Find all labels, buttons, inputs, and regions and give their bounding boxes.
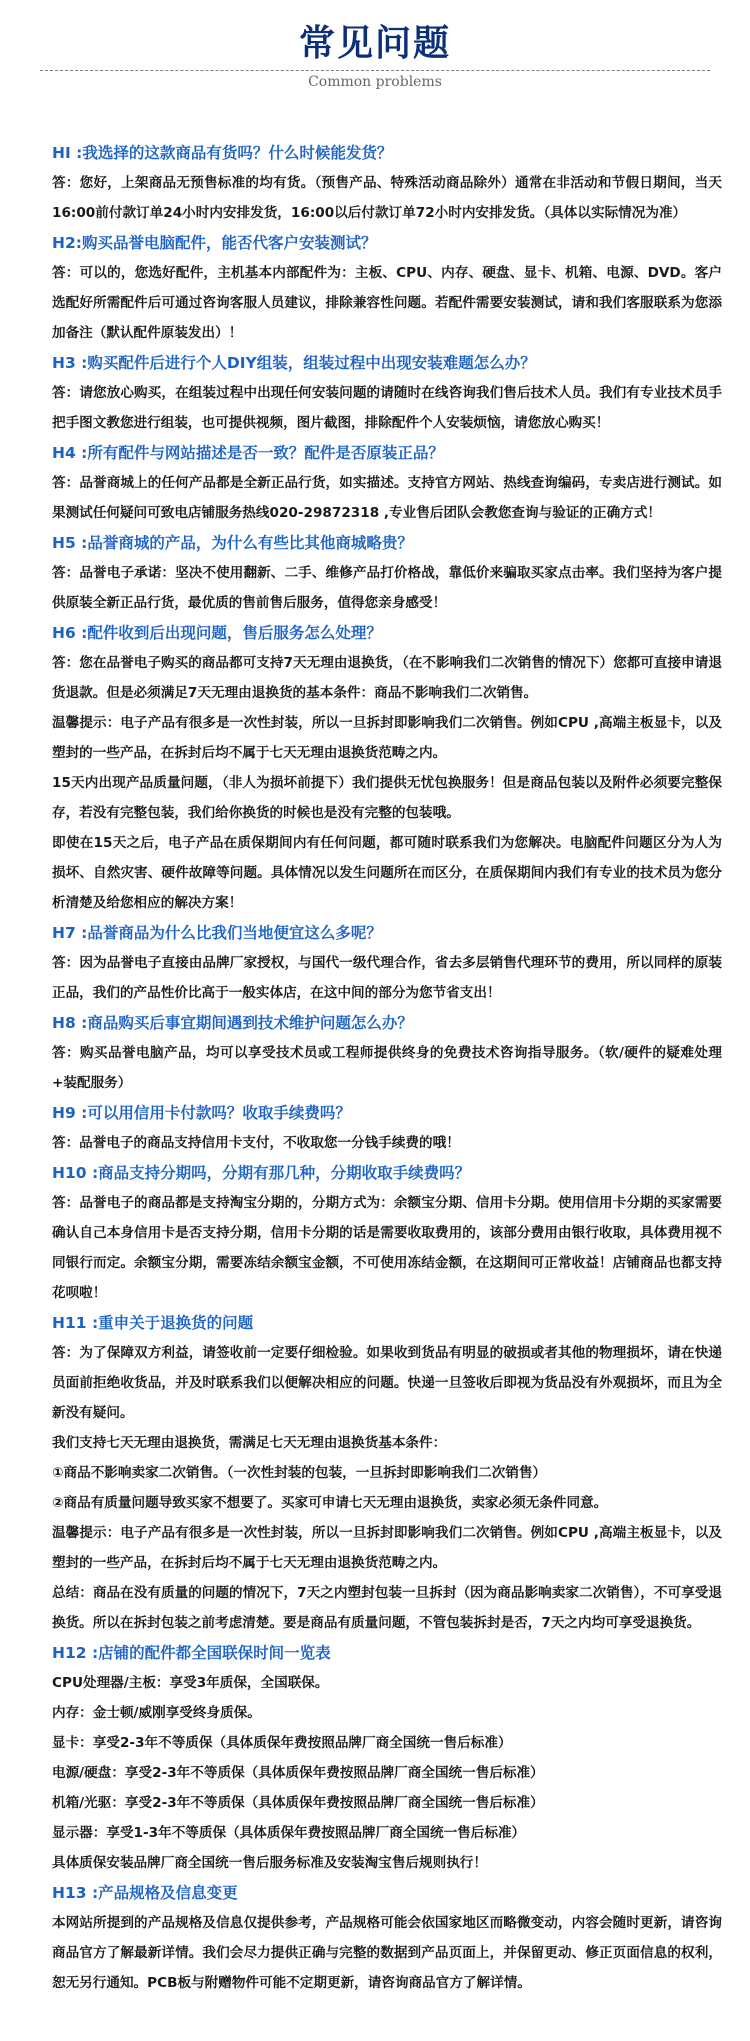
faq-answer-paragraph: 即使在15天之后，电子产品在质保期间内有任何问题，都可随时联系我们为您解决。电脑配件问题区分为人为损坏、自然灾害、硬件故障等问题。具体情况以发生问题所在而区分，在质保期间内我们有专业的技术员为您分析清楚及给您相应的解决方案！ bbox=[52, 835, 722, 911]
faq-answer-paragraph: 总结：商品在没有质量的问题的情况下，7天之内塑封包装一旦拆封（因为商品影响卖家二次销售），不可享受退换货。所以在拆封包装之前考虑清楚。要是商品有质量问题，不管包装拆封是否，7天之内均可享受退换货。 bbox=[52, 1585, 722, 1631]
faq-item bbox=[52, 348, 722, 438]
faq-item bbox=[52, 1638, 722, 1878]
faq-answer-paragraph: ①商品不影响卖家二次销售。（一次性封装的包装，一旦拆封即影响我们二次销售） bbox=[52, 1465, 547, 1481]
faq-item bbox=[52, 228, 722, 348]
faq-answer-paragraph: 我们支持七天无理由退换货，需满足七天无理由退换货基本条件： bbox=[52, 1435, 447, 1451]
faq-question: H4 :所有配件与网站描述是否一致？配件是否原装正品？ bbox=[52, 444, 444, 462]
page-title: 常见问题 bbox=[298, 23, 451, 64]
faq-answer-paragraph: 答：可以的，您选好配件，主机基本内部配件为：主板、CPU、内存、硬盘、显卡、机箱、电源、DVD。客户选配好所需配件后可通过咨询客服人员建议，排除兼容性问题。若配件需要安装测试，请和我们客服联系为您添加备注（默认配件原装发出）！ bbox=[52, 265, 722, 341]
faq-header bbox=[0, 0, 750, 118]
faq-answer-paragraph: 电源/硬盘：享受2-3年不等质保（具体质保年费按照品牌厂商全国统一售后标准） bbox=[52, 1765, 544, 1781]
faq-item bbox=[52, 1098, 722, 1158]
faq-question: H5 :品誉商城的产品，为什么有些比其他商城略贵？ bbox=[52, 534, 413, 552]
faq-question: H10 :商品支持分期吗，分期有那几种，分期收取手续费吗？ bbox=[52, 1164, 471, 1182]
faq-answer-paragraph: 答：请您放心购买，在组装过程中出现任何安装问题的请随时在线咨询我们售后技术人员。我们有专业技术员手把手图文教您进行组装，也可提供视频，图片截图，排除配件个人安装烦恼，请您放心购买！ bbox=[52, 385, 722, 431]
faq-item bbox=[52, 438, 722, 528]
faq-answer-paragraph: 答：购买品誉电脑产品，均可以享受技术员或工程师提供终身的免费技术咨询指导服务。（软/硬件的疑难处理+装配服务） bbox=[52, 1045, 722, 1091]
faq-answer-paragraph: 答：品誉商城上的任何产品都是全新正品行货，如实描述。支持官方网站、热线查询编码，专卖店进行测试。如果测试任何疑问可致电店铺服务热线020-29872318 ,专业售后团队会教您查询与验证的正确方式！ bbox=[52, 475, 722, 521]
faq-answer-paragraph: 答：为了保障双方利益，请签收前一定要仔细检验。如果收到货品有明显的破损或者其他的物理损坏，请在快递员面前拒绝收货品，并及时联系我们以便解决相应的问题。快递一旦签收后即视为货品没有外观损坏，而且为全新没有疑问。 bbox=[52, 1345, 722, 1421]
faq-answer-paragraph: 显卡：享受2-3年不等质保（具体质保年费按照品牌厂商全国统一售后标准） bbox=[52, 1735, 512, 1751]
faq-answer-paragraph: 温馨提示：电子产品有很多是一次性封装，所以一旦拆封即影响我们二次销售。例如CPU ,高端主板显卡，以及塑封的一些产品，在拆封后均不属于七天无理由退换货范畴之内。 bbox=[52, 1525, 722, 1571]
faq-answer-paragraph: 显示器：享受1-3年不等质保（具体质保年费按照品牌厂商全国统一售后标准） bbox=[52, 1825, 526, 1841]
faq-item bbox=[52, 1308, 722, 1638]
faq-answer-paragraph: 机箱/光驱：享受2-3年不等质保（具体质保年费按照品牌厂商全国统一售后标准） bbox=[52, 1795, 544, 1811]
faq-question: H3 :购买配件后进行个人DIY组装，组装过程中出现安装难题怎么办？ bbox=[52, 354, 536, 372]
faq-answer-paragraph: 15天内出现产品质量问题，（非人为损坏前提下）我们提供无忧包换服务！但是商品包装以及附件必须要完整保存，若没有完整包装，我们给你换货的时候也是没有完整的包装哦。 bbox=[52, 775, 722, 821]
faq-item bbox=[52, 1008, 722, 1098]
faq-question: H13 :产品规格及信息变更 bbox=[52, 1884, 238, 1902]
faq-answer-paragraph: ②商品有质量问题导致买家不想要了。买家可申请七天无理由退换货，卖家必须无条件同意。 bbox=[52, 1495, 608, 1511]
faq-question: H9 :可以用信用卡付款吗？收取手续费吗？ bbox=[52, 1104, 351, 1122]
faq-answer-paragraph: 答：因为品誉电子直接由品牌厂家授权，与国代一级代理合作，省去多层销售代理环节的费用，所以同样的原装正品，我们的产品性价比高于一般实体店，在这中间的部分为您节省支出！ bbox=[52, 955, 722, 1001]
faq-list bbox=[0, 118, 750, 1998]
faq-question: H8 :商品购买后事宜期间遇到技术维护问题怎么办？ bbox=[52, 1014, 413, 1032]
faq-question: H7 :品誉商品为什么比我们当地便宜这么多呢？ bbox=[52, 924, 382, 942]
faq-item bbox=[52, 528, 722, 618]
faq-answer-paragraph: CPU处理器/主板：享受3年质保，全国联保。 bbox=[52, 1675, 329, 1691]
faq-answer-paragraph: 答：品誉电子承诺：坚决不使用翻新、二手、维修产品打价格战，靠低价来骗取买家点击率。我们坚持为客户提供原装全新正品行货，最优质的售前售后服务，值得您亲身感受！ bbox=[52, 565, 722, 611]
faq-question: H12 :店铺的配件都全国联保时间一览表 bbox=[52, 1644, 331, 1662]
faq-item bbox=[52, 138, 722, 228]
faq-item bbox=[52, 618, 722, 918]
page-subtitle: Common problems bbox=[308, 74, 442, 90]
faq-item bbox=[52, 1878, 722, 1998]
faq-answer-paragraph: 答：您好，上架商品无预售标准的均有货。（预售产品、特殊活动商品除外）通常在非活动和节假日期间，当天16:00前付款订单24小时内安排发货，16:00以后付款订单72小时内安排发货。（具体以实际情况为准） bbox=[52, 175, 722, 221]
faq-answer-paragraph: 答：品誉电子的商品支持信用卡支付，不收取您一分钱手续费的哦！ bbox=[52, 1135, 460, 1151]
faq-answer-paragraph: 答：您在品誉电子购买的商品都可支持7天无理由退换货，（在不影响我们二次销售的情况下）您都可直接申请退货退款。但是必须满足7天无理由退换货的基本条件：商品不影响我们二次销售。 bbox=[52, 655, 722, 701]
faq-answer-paragraph: 温馨提示：电子产品有很多是一次性封装，所以一旦拆封即影响我们二次销售。例如CPU ,高端主板显卡，以及塑封的一些产品，在拆封后均不属于七天无理由退换货范畴之内。 bbox=[52, 715, 722, 761]
faq-answer-paragraph: 内存：金士顿/威刚享受终身质保。 bbox=[52, 1705, 261, 1721]
faq-item bbox=[52, 918, 722, 1008]
faq-answer-paragraph: 答：品誉电子的商品都是支持淘宝分期的，分期方式为：余额宝分期、信用卡分期。使用信用卡分期的买家需要确认自己本身信用卡是否支持分期，信用卡分期的话是需要收取费用的，该部分费用由银行收取，具体费用视不同银行而定。余额宝分期，需要冻结余额宝金额，不可使用冻结金额，在这期间可正常收益！店铺商品也都支持花呗啦！ bbox=[52, 1195, 722, 1301]
faq-question: H2:购买品誉电脑配件，能否代客户安装测试？ bbox=[52, 234, 377, 252]
faq-question: H11 :重申关于退换货的问题 bbox=[52, 1314, 254, 1332]
faq-answer-paragraph: 具体质保安装品牌厂商全国统一售后服务标准及安装淘宝售后规则执行！ bbox=[52, 1855, 487, 1871]
faq-question: HI :我选择的这款商品有货吗？什么时候能发货？ bbox=[52, 144, 393, 162]
faq-item bbox=[52, 1158, 722, 1308]
faq-question: H6 :配件收到后出现问题，售后服务怎么处理？ bbox=[52, 624, 382, 642]
title-divider bbox=[40, 70, 710, 71]
faq-answer-paragraph: 本网站所提到的产品规格及信息仅提供参考，产品规格可能会依国家地区而略微变动，内容会随时更新，请咨询商品官方了解最新详情。我们会尽力提供正确与完整的数据到产品页面上，并保留更动、修正页面信息的权利，恕无另行通知。PCB板与附赠物件可能不定期更新，请咨询商品官方了解详情。 bbox=[52, 1915, 722, 1991]
